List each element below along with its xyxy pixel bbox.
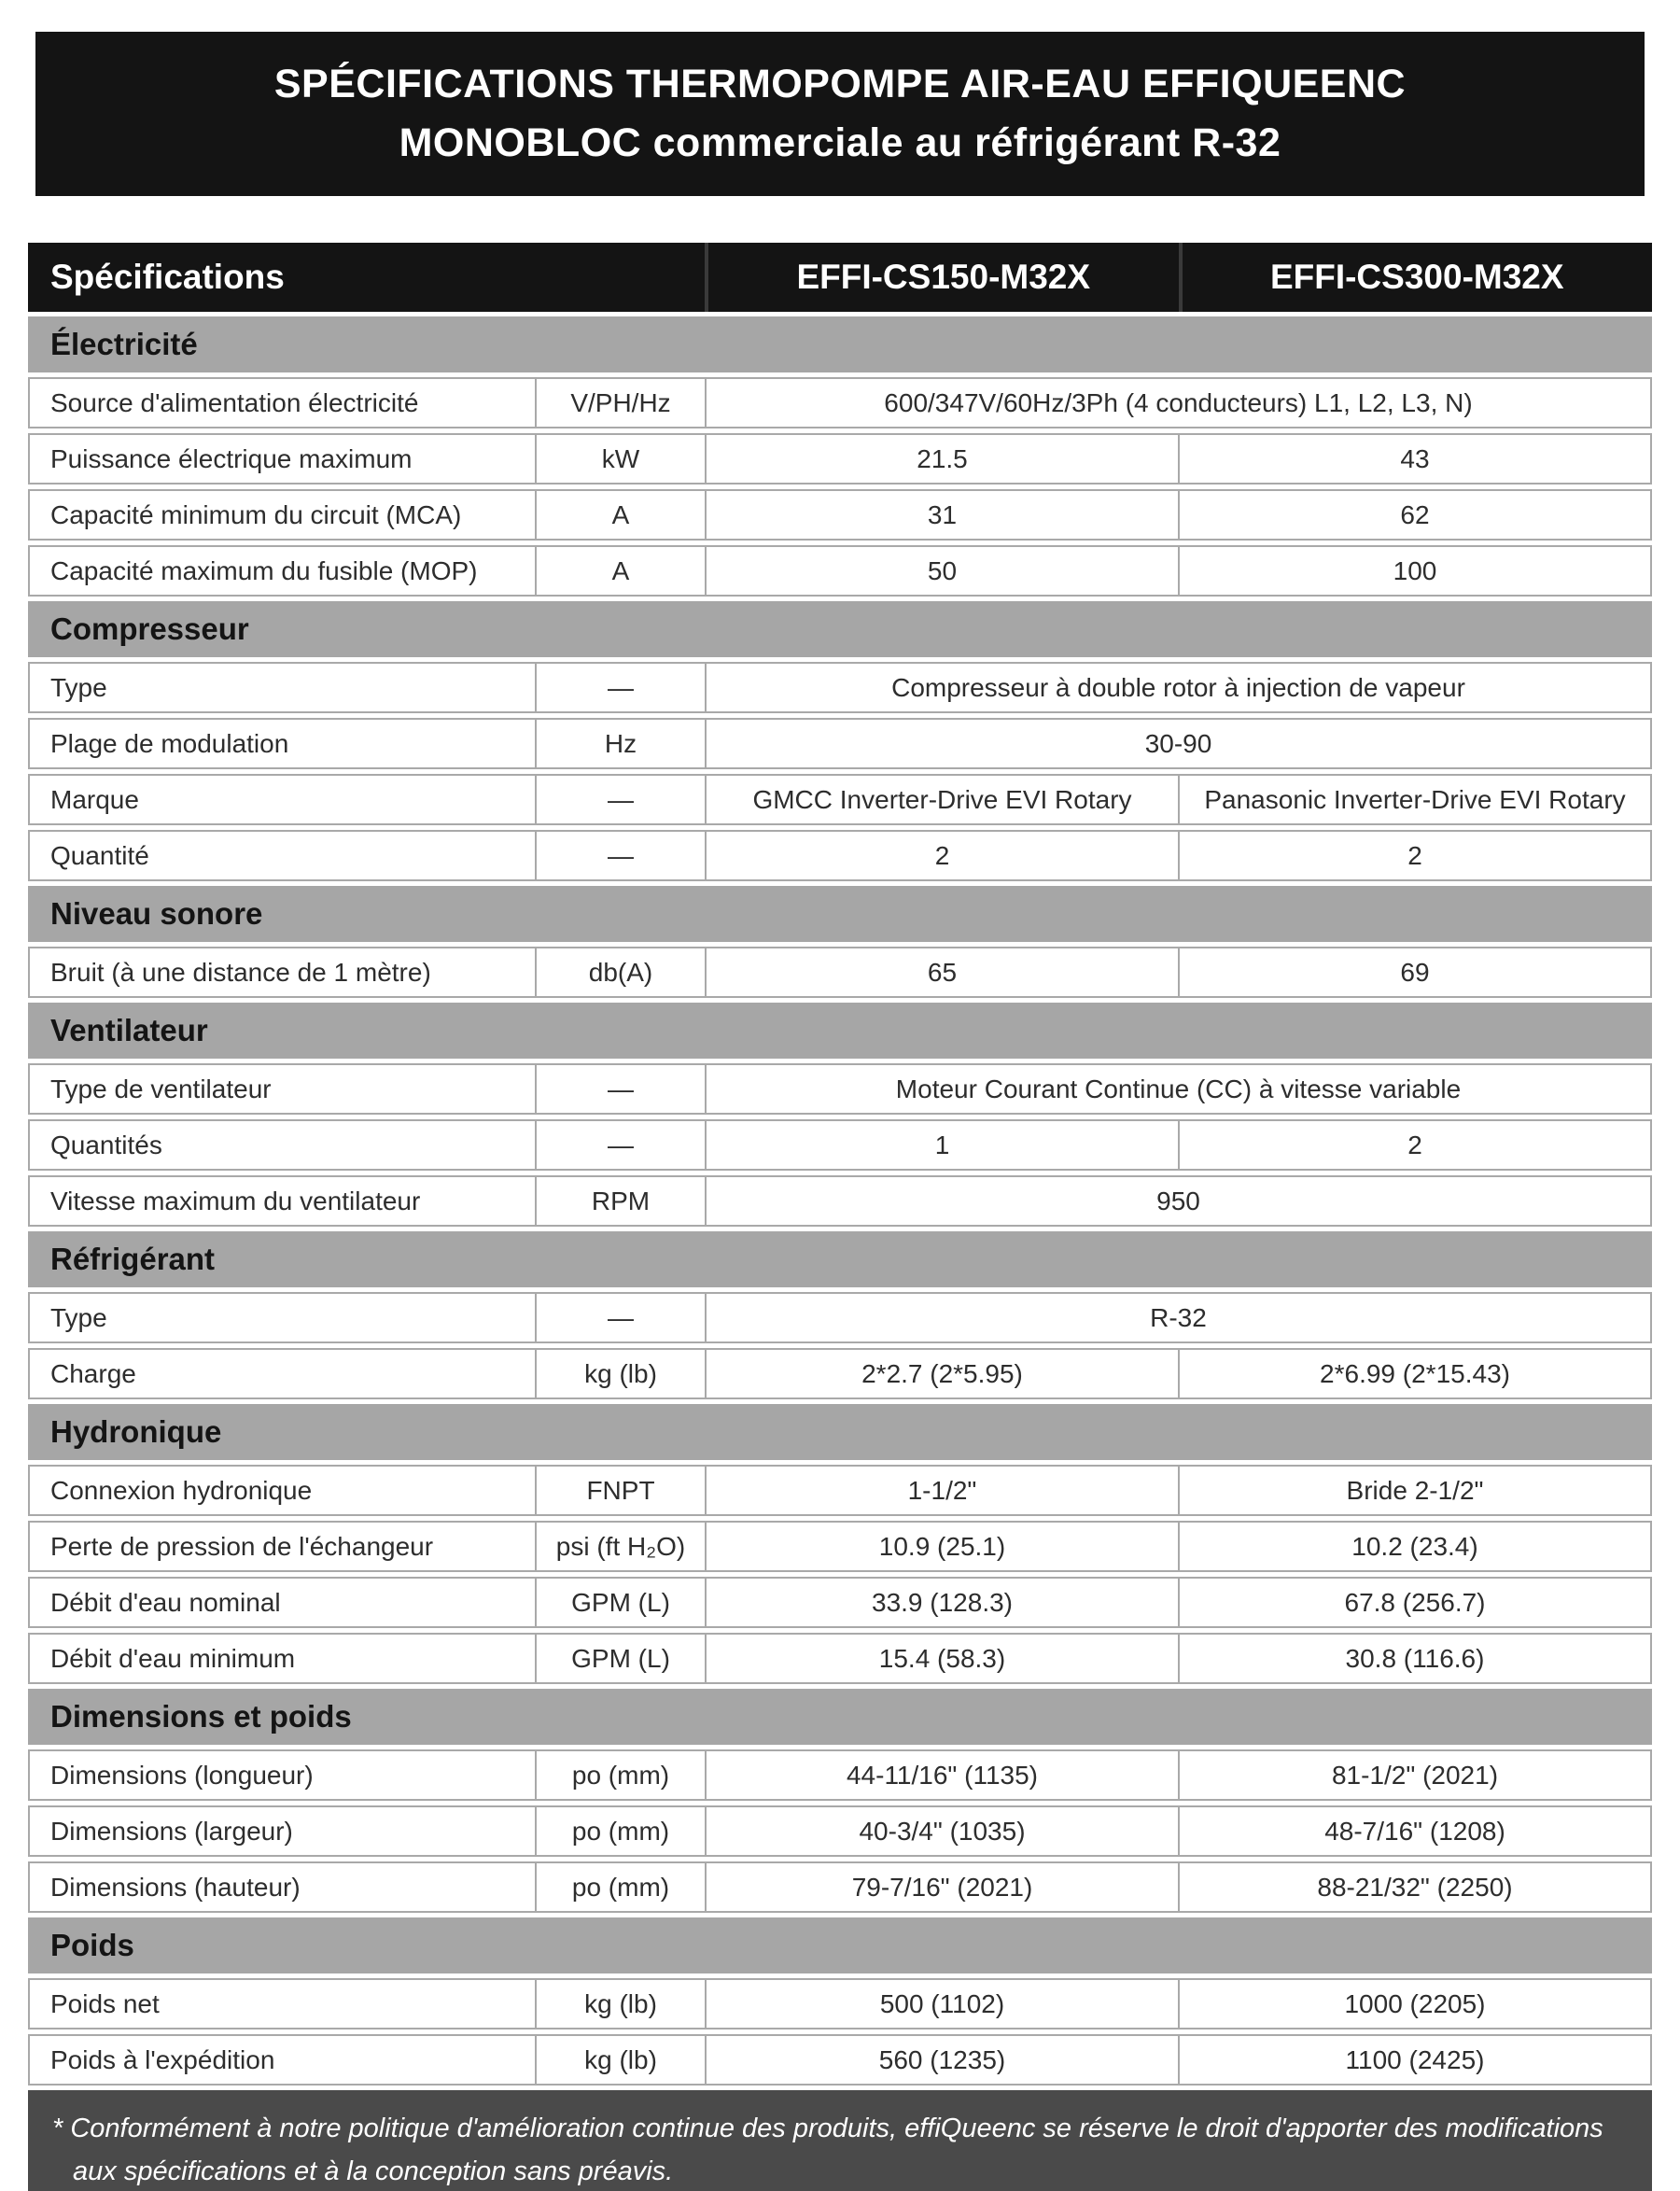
spec-label-cell: Quantité <box>28 830 537 881</box>
value-cell-merged: 600/347V/60Hz/3Ph (4 conducteurs) L1, L2, L3, N) <box>707 377 1652 428</box>
table-row-perte-de-pression-de-l-echangeur <box>28 1521 1652 1572</box>
unit-cell: — <box>537 1119 707 1171</box>
value-cell-merged: 30-90 <box>707 718 1652 769</box>
table-row-debit-d-eau-nominal <box>28 1577 1652 1628</box>
value-cell-cs300: 88-21/32" (2250) <box>1180 1861 1652 1913</box>
value-cell-merged: 950 <box>707 1175 1652 1227</box>
value-cell-cs150: 21.5 <box>707 433 1180 485</box>
table-row-dimensions-hauteur <box>28 1861 1652 1913</box>
value-cell-cs300: 100 <box>1180 545 1652 597</box>
section-header-refrigerant: Réfrigérant <box>28 1231 1652 1287</box>
section-header-hydronique: Hydronique <box>28 1404 1652 1460</box>
spec-label-cell: Débit d'eau minimum <box>28 1633 537 1684</box>
spec-label-cell: Débit d'eau nominal <box>28 1577 537 1628</box>
column-header-specifications: Spécifications <box>28 243 705 312</box>
table-row-dimensions-largeur <box>28 1805 1652 1857</box>
unit-cell: kg (lb) <box>537 1978 707 2029</box>
section-header-poids: Poids <box>28 1917 1652 1973</box>
section-header-niveau-sonore: Niveau sonore <box>28 886 1652 942</box>
footnote: * Conformément à notre politique d'amélioration continue des produits, effiQueenc se réserve le droit d'apporter des modifications aux spécifications et à la conception sans préavis. <box>28 2090 1652 2191</box>
unit-cell: RPM <box>537 1175 707 1227</box>
unit-cell: — <box>537 662 707 713</box>
spec-label-cell: Charge <box>28 1348 537 1399</box>
value-cell-cs150: 44-11/16" (1135) <box>707 1749 1180 1801</box>
table-row-type <box>28 662 1652 713</box>
unit-cell: Hz <box>537 718 707 769</box>
spec-label-cell: Capacité maximum du fusible (MOP) <box>28 545 537 597</box>
table-row-source-d-alimentation-electricite <box>28 377 1652 428</box>
spec-table <box>28 243 1652 2191</box>
spec-label-cell: Vitesse maximum du ventilateur <box>28 1175 537 1227</box>
table-row-dimensions-longueur <box>28 1749 1652 1801</box>
table-row-poids-a-l-expedition <box>28 2034 1652 2086</box>
table-row-poids-net <box>28 1978 1652 2029</box>
section-header-electricite: Électricité <box>28 316 1652 372</box>
value-cell-merged: R-32 <box>707 1292 1652 1343</box>
table-row-bruit-a-une-distance-de-1-metre <box>28 947 1652 998</box>
value-cell-cs300: 48-7/16" (1208) <box>1180 1805 1652 1857</box>
spec-label-cell: Source d'alimentation électricité <box>28 377 537 428</box>
spec-label-cell: Poids à l'expédition <box>28 2034 537 2086</box>
table-row-plage-de-modulation <box>28 718 1652 769</box>
value-cell-cs300: Bride 2-1/2" <box>1180 1465 1652 1516</box>
value-cell-cs300: 81-1/2" (2021) <box>1180 1749 1652 1801</box>
value-cell-cs300: 1100 (2425) <box>1180 2034 1652 2086</box>
spec-label-cell: Poids net <box>28 1978 537 2029</box>
unit-cell: FNPT <box>537 1465 707 1516</box>
value-cell-cs300: 10.2 (23.4) <box>1180 1521 1652 1572</box>
spec-label-cell: Marque <box>28 774 537 825</box>
unit-cell: po (mm) <box>537 1861 707 1913</box>
title-banner <box>35 32 1645 196</box>
spec-label-cell: Perte de pression de l'échangeur <box>28 1521 537 1572</box>
unit-cell: — <box>537 774 707 825</box>
value-cell-cs150: 500 (1102) <box>707 1978 1180 2029</box>
table-row-type <box>28 1292 1652 1343</box>
value-cell-cs150: GMCC Inverter-Drive EVI Rotary <box>707 774 1180 825</box>
table-row-capacite-maximum-du-fusible-mop <box>28 545 1652 597</box>
value-cell-merged: Moteur Courant Continue (CC) à vitesse variable <box>707 1063 1652 1115</box>
value-cell-cs150: 2*2.7 (2*5.95) <box>707 1348 1180 1399</box>
column-header-model-cs300: EFFI-CS300-M32X <box>1183 243 1653 312</box>
spec-label-cell: Puissance électrique maximum <box>28 433 537 485</box>
value-cell-cs300: 43 <box>1180 433 1652 485</box>
value-cell-cs300: 69 <box>1180 947 1652 998</box>
table-row-charge <box>28 1348 1652 1399</box>
unit-cell: GPM (L) <box>537 1577 707 1628</box>
unit-cell: — <box>537 830 707 881</box>
spec-label-cell: Dimensions (largeur) <box>28 1805 537 1857</box>
spec-label-cell: Dimensions (longueur) <box>28 1749 537 1801</box>
table-row-debit-d-eau-minimum <box>28 1633 1652 1684</box>
unit-cell: db(A) <box>537 947 707 998</box>
table-row-quantites <box>28 1119 1652 1171</box>
spec-label-cell: Type <box>28 1292 537 1343</box>
table-row-quantite <box>28 830 1652 881</box>
value-cell-cs150: 40-3/4" (1035) <box>707 1805 1180 1857</box>
value-cell-cs300: 1000 (2205) <box>1180 1978 1652 2029</box>
value-cell-cs150: 65 <box>707 947 1180 998</box>
value-cell-cs300: 2*6.99 (2*15.43) <box>1180 1348 1652 1399</box>
unit-cell: V/PH/Hz <box>537 377 707 428</box>
value-cell-cs150: 2 <box>707 830 1180 881</box>
value-cell-cs150: 1 <box>707 1119 1180 1171</box>
unit-cell: po (mm) <box>537 1805 707 1857</box>
value-cell-cs300: 67.8 (256.7) <box>1180 1577 1652 1628</box>
unit-cell: — <box>537 1063 707 1115</box>
spec-label-cell: Quantités <box>28 1119 537 1171</box>
value-cell-cs150: 31 <box>707 489 1180 541</box>
section-header-compresseur: Compresseur <box>28 601 1652 657</box>
unit-cell: kg (lb) <box>537 1348 707 1399</box>
value-cell-cs300: Panasonic Inverter-Drive EVI Rotary <box>1180 774 1652 825</box>
table-row-puissance-electrique-maximum <box>28 433 1652 485</box>
value-cell-cs150: 15.4 (58.3) <box>707 1633 1180 1684</box>
table-row-marque <box>28 774 1652 825</box>
table-row-vitesse-maximum-du-ventilateur <box>28 1175 1652 1227</box>
column-header-model-cs150: EFFI-CS150-M32X <box>708 243 1179 312</box>
spec-label-cell: Plage de modulation <box>28 718 537 769</box>
table-row-type-de-ventilateur <box>28 1063 1652 1115</box>
section-header-dimensions-et-poids: Dimensions et poids <box>28 1689 1652 1745</box>
spec-label-cell: Type de ventilateur <box>28 1063 537 1115</box>
unit-cell: psi (ft H₂O) <box>537 1521 707 1572</box>
table-body <box>28 316 1652 2086</box>
unit-cell: kg (lb) <box>537 2034 707 2086</box>
value-cell-cs150: 560 (1235) <box>707 2034 1180 2086</box>
unit-cell: po (mm) <box>537 1749 707 1801</box>
value-cell-cs150: 50 <box>707 545 1180 597</box>
value-cell-cs150: 10.9 (25.1) <box>707 1521 1180 1572</box>
unit-cell: A <box>537 489 707 541</box>
value-cell-cs150: 79-7/16" (2021) <box>707 1861 1180 1913</box>
unit-cell: — <box>537 1292 707 1343</box>
spec-label-cell: Dimensions (hauteur) <box>28 1861 537 1913</box>
spec-label-cell: Capacité minimum du circuit (MCA) <box>28 489 537 541</box>
value-cell-cs300: 2 <box>1180 1119 1652 1171</box>
unit-cell: GPM (L) <box>537 1633 707 1684</box>
spec-label-cell: Connexion hydronique <box>28 1465 537 1516</box>
value-cell-cs300: 2 <box>1180 830 1652 881</box>
page-title-line-1: SPÉCIFICATIONS THERMOPOMPE AIR-EAU EFFIQUEENC <box>273 61 1407 106</box>
unit-cell: A <box>537 545 707 597</box>
table-row-capacite-minimum-du-circuit-mca <box>28 489 1652 541</box>
value-cell-cs150: 1-1/2" <box>707 1465 1180 1516</box>
section-header-ventilateur: Ventilateur <box>28 1003 1652 1059</box>
table-header-row <box>28 243 1652 312</box>
unit-cell: kW <box>537 433 707 485</box>
value-cell-cs300: 62 <box>1180 489 1652 541</box>
page-title-line-2: MONOBLOC commerciale au réfrigérant R-32 <box>399 120 1281 165</box>
value-cell-cs150: 33.9 (128.3) <box>707 1577 1180 1628</box>
table-row-connexion-hydronique <box>28 1465 1652 1516</box>
spec-label-cell: Type <box>28 662 537 713</box>
value-cell-cs300: 30.8 (116.6) <box>1180 1633 1652 1684</box>
value-cell-merged: Compresseur à double rotor à injection de vapeur <box>707 662 1652 713</box>
spec-label-cell: Bruit (à une distance de 1 mètre) <box>28 947 537 998</box>
